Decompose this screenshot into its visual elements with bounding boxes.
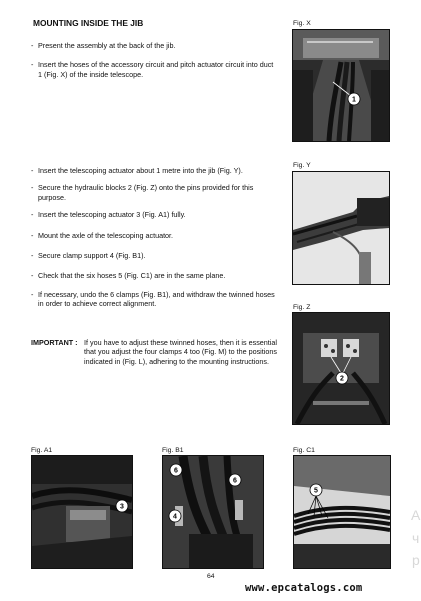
figure-x-photo bbox=[292, 29, 390, 142]
callout-3: 3 bbox=[120, 503, 124, 511]
watermark-char: p bbox=[412, 552, 420, 568]
step-item: - Mount the axle of the telescoping actuator. bbox=[31, 230, 174, 240]
step-item: - Secure the hydraulic blocks 2 (Fig. Z) onto the pins provided for this purpose. bbox=[31, 183, 254, 202]
step-item: - If necessary, undo the 6 clamps (Fig. B1), and withdraw the twinned hoses in order to achieve correct alignment. bbox=[31, 289, 275, 309]
website-link[interactable]: www.epcatalogs.com bbox=[245, 582, 363, 594]
step-item: - Check that the six hoses 5 (Fig. C1) are in the same plane. bbox=[31, 271, 226, 281]
page-number: 64 bbox=[207, 573, 215, 580]
step-list-top bbox=[31, 41, 277, 79]
figure-label-z: Fig. Z bbox=[293, 304, 311, 311]
watermark-char: A bbox=[411, 507, 421, 523]
step-item: - Insert the telescoping actuator about 1 metre into the jib (Fig. Y). bbox=[31, 166, 243, 175]
step-item: - Insert the telescoping actuator 3 (Fig. A1) fully. bbox=[31, 210, 186, 220]
figure-z-photo bbox=[292, 312, 390, 425]
callout-1: 1 bbox=[352, 96, 356, 104]
watermark-char: ч bbox=[412, 530, 420, 546]
step-item: - Present the assembly at the back of the jib. bbox=[31, 41, 176, 50]
figure-y-photo bbox=[292, 171, 390, 285]
callout-6a: 6 bbox=[174, 467, 178, 475]
callout-2: 2 bbox=[340, 375, 344, 383]
figure-label-y: Fig. Y bbox=[293, 162, 311, 169]
callout-5: 5 bbox=[314, 487, 318, 495]
step-item: - Secure clamp support 4 (Fig. B1). bbox=[31, 251, 146, 261]
figure-b1-photo bbox=[162, 455, 264, 569]
step-list-main bbox=[31, 166, 277, 309]
figure-label-b1: Fig. B1 bbox=[162, 447, 184, 454]
figure-label-c1: Fig. C1 bbox=[293, 447, 315, 454]
section-title: MOUNTING INSIDE THE JIB bbox=[33, 18, 144, 28]
figure-a1-photo bbox=[31, 455, 133, 569]
important-label: IMPORTANT : bbox=[31, 338, 78, 347]
figure-label-x: Fig. X bbox=[293, 20, 311, 27]
figure-c1-photo bbox=[293, 455, 391, 569]
callout-4: 4 bbox=[173, 513, 177, 521]
callout-6b: 6 bbox=[233, 477, 237, 485]
important-text: If you have to adjust these twinned hoses, then it is essential that you adjust the four clamps 4 too (Fig. M) to the positions indicated in (Fig. L), adhering to the mounting instructions. bbox=[84, 338, 277, 366]
step-item: - Insert the hoses of the accessory circuit and pitch actuator circuit into duct 1 (Fig. X) of the inside telescope. bbox=[31, 60, 274, 79]
important-note bbox=[31, 338, 281, 366]
figure-label-a1: Fig. A1 bbox=[31, 447, 53, 454]
